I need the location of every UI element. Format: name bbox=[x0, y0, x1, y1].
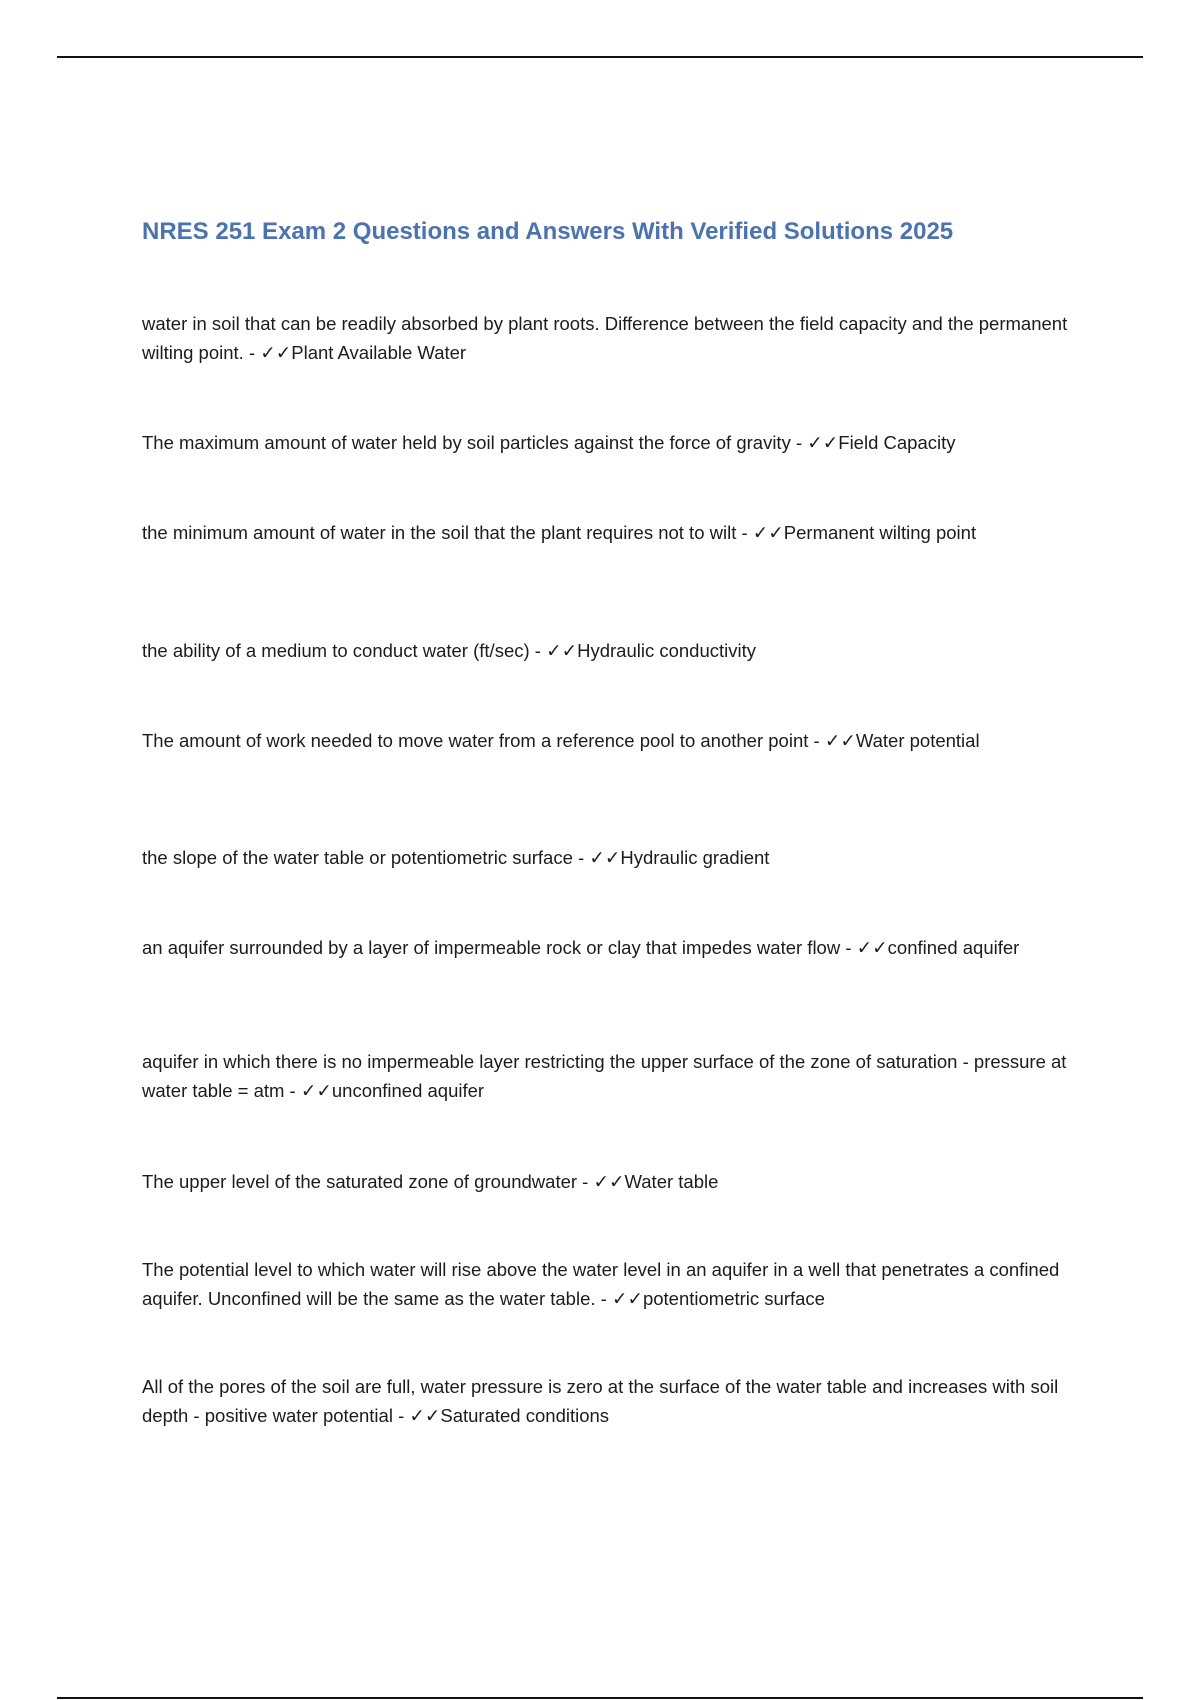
question-text: aquifer in which there is no impermeable layer restricting the upper surface of the zone of saturation - pressure at water table = atm - bbox=[142, 1051, 1067, 1101]
qa-item-10 bbox=[142, 1255, 1072, 1313]
answer-text: ✓✓unconfined aquifer bbox=[300, 1080, 485, 1101]
answer-text: ✓✓Permanent wilting point bbox=[752, 522, 977, 543]
top-rule bbox=[57, 56, 1143, 58]
answer-text: ✓✓Hydraulic conductivity bbox=[546, 640, 756, 661]
qa-item-4 bbox=[142, 636, 1072, 665]
qa-item-3 bbox=[142, 518, 1072, 547]
answer-text: ✓✓Water table bbox=[593, 1171, 719, 1192]
answer-text: ✓✓Saturated conditions bbox=[409, 1405, 610, 1426]
answer-text: ✓✓Plant Available Water bbox=[260, 342, 467, 363]
question-text: water in soil that can be readily absorbed by plant roots. Difference between the field capacity and the permanent wilting point. - bbox=[142, 313, 1068, 363]
bottom-rule bbox=[57, 1697, 1143, 1699]
answer-text: ✓✓potentiometric surface bbox=[611, 1288, 825, 1309]
document-title: NRES 251 Exam 2 Questions and Answers With Verified Solutions 2025 bbox=[142, 218, 954, 245]
question-text: the slope of the water table or potentiometric surface - bbox=[142, 847, 590, 868]
question-text: The upper level of the saturated zone of groundwater - bbox=[142, 1171, 594, 1192]
question-text: the minimum amount of water in the soil that the plant requires not to wilt - bbox=[142, 522, 753, 543]
qa-item-7 bbox=[142, 933, 1072, 962]
qa-item-8 bbox=[142, 1047, 1072, 1105]
qa-item-1 bbox=[142, 309, 1072, 367]
question-text: an aquifer surrounded by a layer of impermeable rock or clay that impedes water flow - bbox=[142, 937, 857, 958]
answer-text: ✓✓Water potential bbox=[824, 730, 980, 751]
question-text: The maximum amount of water held by soil particles against the force of gravity - bbox=[142, 432, 808, 453]
qa-item-11 bbox=[142, 1372, 1072, 1430]
qa-item-5 bbox=[142, 726, 1072, 755]
question-text: All of the pores of the soil are full, water pressure is zero at the surface of the water table and increases with soil depth - positive water potential - bbox=[142, 1376, 1059, 1426]
qa-item-9 bbox=[142, 1167, 1072, 1196]
question-text: The amount of work needed to move water from a reference pool to another point - bbox=[142, 730, 825, 751]
answer-text: ✓✓confined aquifer bbox=[856, 937, 1020, 958]
answer-text: ✓✓Hydraulic gradient bbox=[589, 847, 770, 868]
question-text: the ability of a medium to conduct water (ft/sec) - bbox=[142, 640, 547, 661]
qa-item-6 bbox=[142, 843, 1072, 872]
question-text: The potential level to which water will rise above the water level in an aquifer in a well that penetrates a confined aquifer. Unconfined will be the same as the water table. - bbox=[142, 1259, 1060, 1309]
answer-text: ✓✓Field Capacity bbox=[807, 432, 956, 453]
qa-item-2 bbox=[142, 428, 1072, 457]
